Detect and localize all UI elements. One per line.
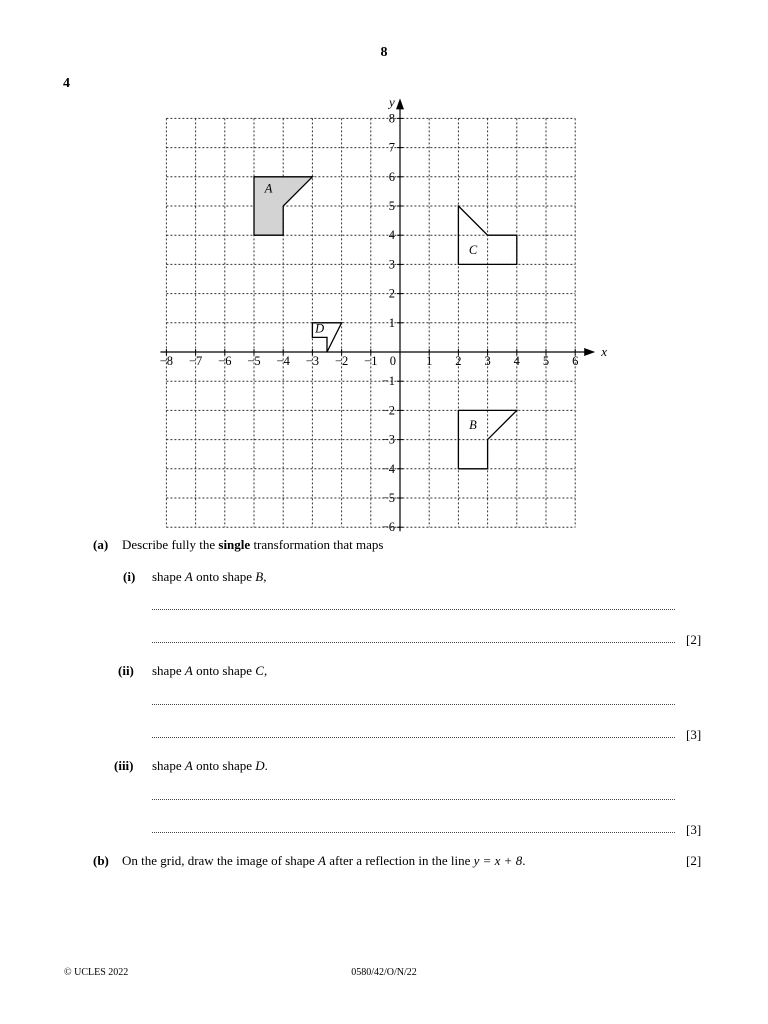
shape-a-label: A [264, 181, 273, 196]
y-axis-arrow [396, 98, 404, 109]
x-tick-label: −5 [247, 354, 261, 368]
part-a-iii-label: (iii) [114, 758, 134, 773]
page-number: 8 [380, 45, 388, 60]
origin-label: 0 [389, 354, 396, 368]
shape-b-label: B [469, 418, 477, 432]
y-tick-label: 4 [388, 228, 395, 243]
x-tick-label: −7 [188, 354, 203, 368]
x-tick-label: 5 [542, 354, 550, 368]
y-tick-label: −6 [381, 520, 395, 535]
answer-line[interactable] [152, 642, 675, 643]
y-tick-label: −1 [381, 374, 395, 389]
y-tick-label: −2 [381, 403, 395, 418]
y-tick-label: 6 [388, 169, 395, 184]
answer-line[interactable] [152, 799, 675, 800]
y-tick-label: 8 [388, 111, 395, 126]
y-tick-label: −5 [381, 491, 395, 505]
y-tick-label: 1 [388, 315, 395, 330]
shape-d-label: D [315, 321, 325, 336]
shape-c-label: C [468, 242, 478, 257]
footer-paper-code: 0580/42/O/N/22 [351, 967, 417, 978]
footer-copyright: © UCLES 2022 [64, 967, 129, 978]
part-a-iii-text: shape A onto shape D. [152, 758, 268, 773]
y-tick-label: 5 [388, 199, 395, 213]
part-a-label: (a) [93, 537, 109, 552]
y-tick-label: 7 [388, 140, 395, 155]
y-tick-label: −4 [381, 461, 395, 476]
y-axis-label: y [389, 94, 395, 110]
x-tick-label: −2 [334, 354, 349, 368]
y-tick-label: 3 [388, 257, 395, 272]
question-number: 4 [63, 76, 70, 91]
x-tick-label: −3 [305, 354, 320, 368]
marks-label: [3] [686, 727, 702, 742]
x-axis-arrow [584, 348, 595, 356]
x-axis-label: x [601, 344, 607, 359]
x-tick-label: −4 [276, 354, 290, 368]
x-tick-label: 2 [455, 354, 462, 368]
x-tick-label: 3 [484, 354, 491, 368]
coordinate-grid [150, 88, 620, 535]
x-tick-label: −1 [364, 354, 378, 368]
x-tick-label: −8 [159, 354, 174, 368]
x-tick-label: 4 [513, 354, 520, 368]
part-b-label: (b) [93, 853, 109, 868]
answer-line[interactable] [152, 609, 675, 610]
x-tick-label: 6 [572, 354, 579, 368]
answer-line[interactable] [152, 704, 675, 705]
part-a-i-label: (i) [123, 569, 136, 584]
x-tick-label: −6 [218, 354, 232, 368]
y-tick-label: 2 [388, 286, 395, 301]
part-a-ii-label: (ii) [118, 663, 134, 678]
answer-line[interactable] [152, 832, 675, 833]
marks-label: [2] [686, 853, 702, 868]
marks-label: [3] [686, 822, 702, 837]
part-a-i-text: shape A onto shape B, [152, 569, 267, 584]
part-b-text: On the grid, draw the image of shape A after a reflection in the line y = x + 8. [122, 853, 526, 868]
part-a-ii-text: shape A onto shape C, [152, 663, 268, 678]
part-a-prompt: Describe fully the single transformation that maps [122, 537, 384, 552]
x-tick-label: 1 [426, 354, 433, 368]
y-tick-label: −3 [381, 432, 395, 447]
answer-line[interactable] [152, 737, 675, 738]
marks-label: [2] [686, 632, 702, 647]
